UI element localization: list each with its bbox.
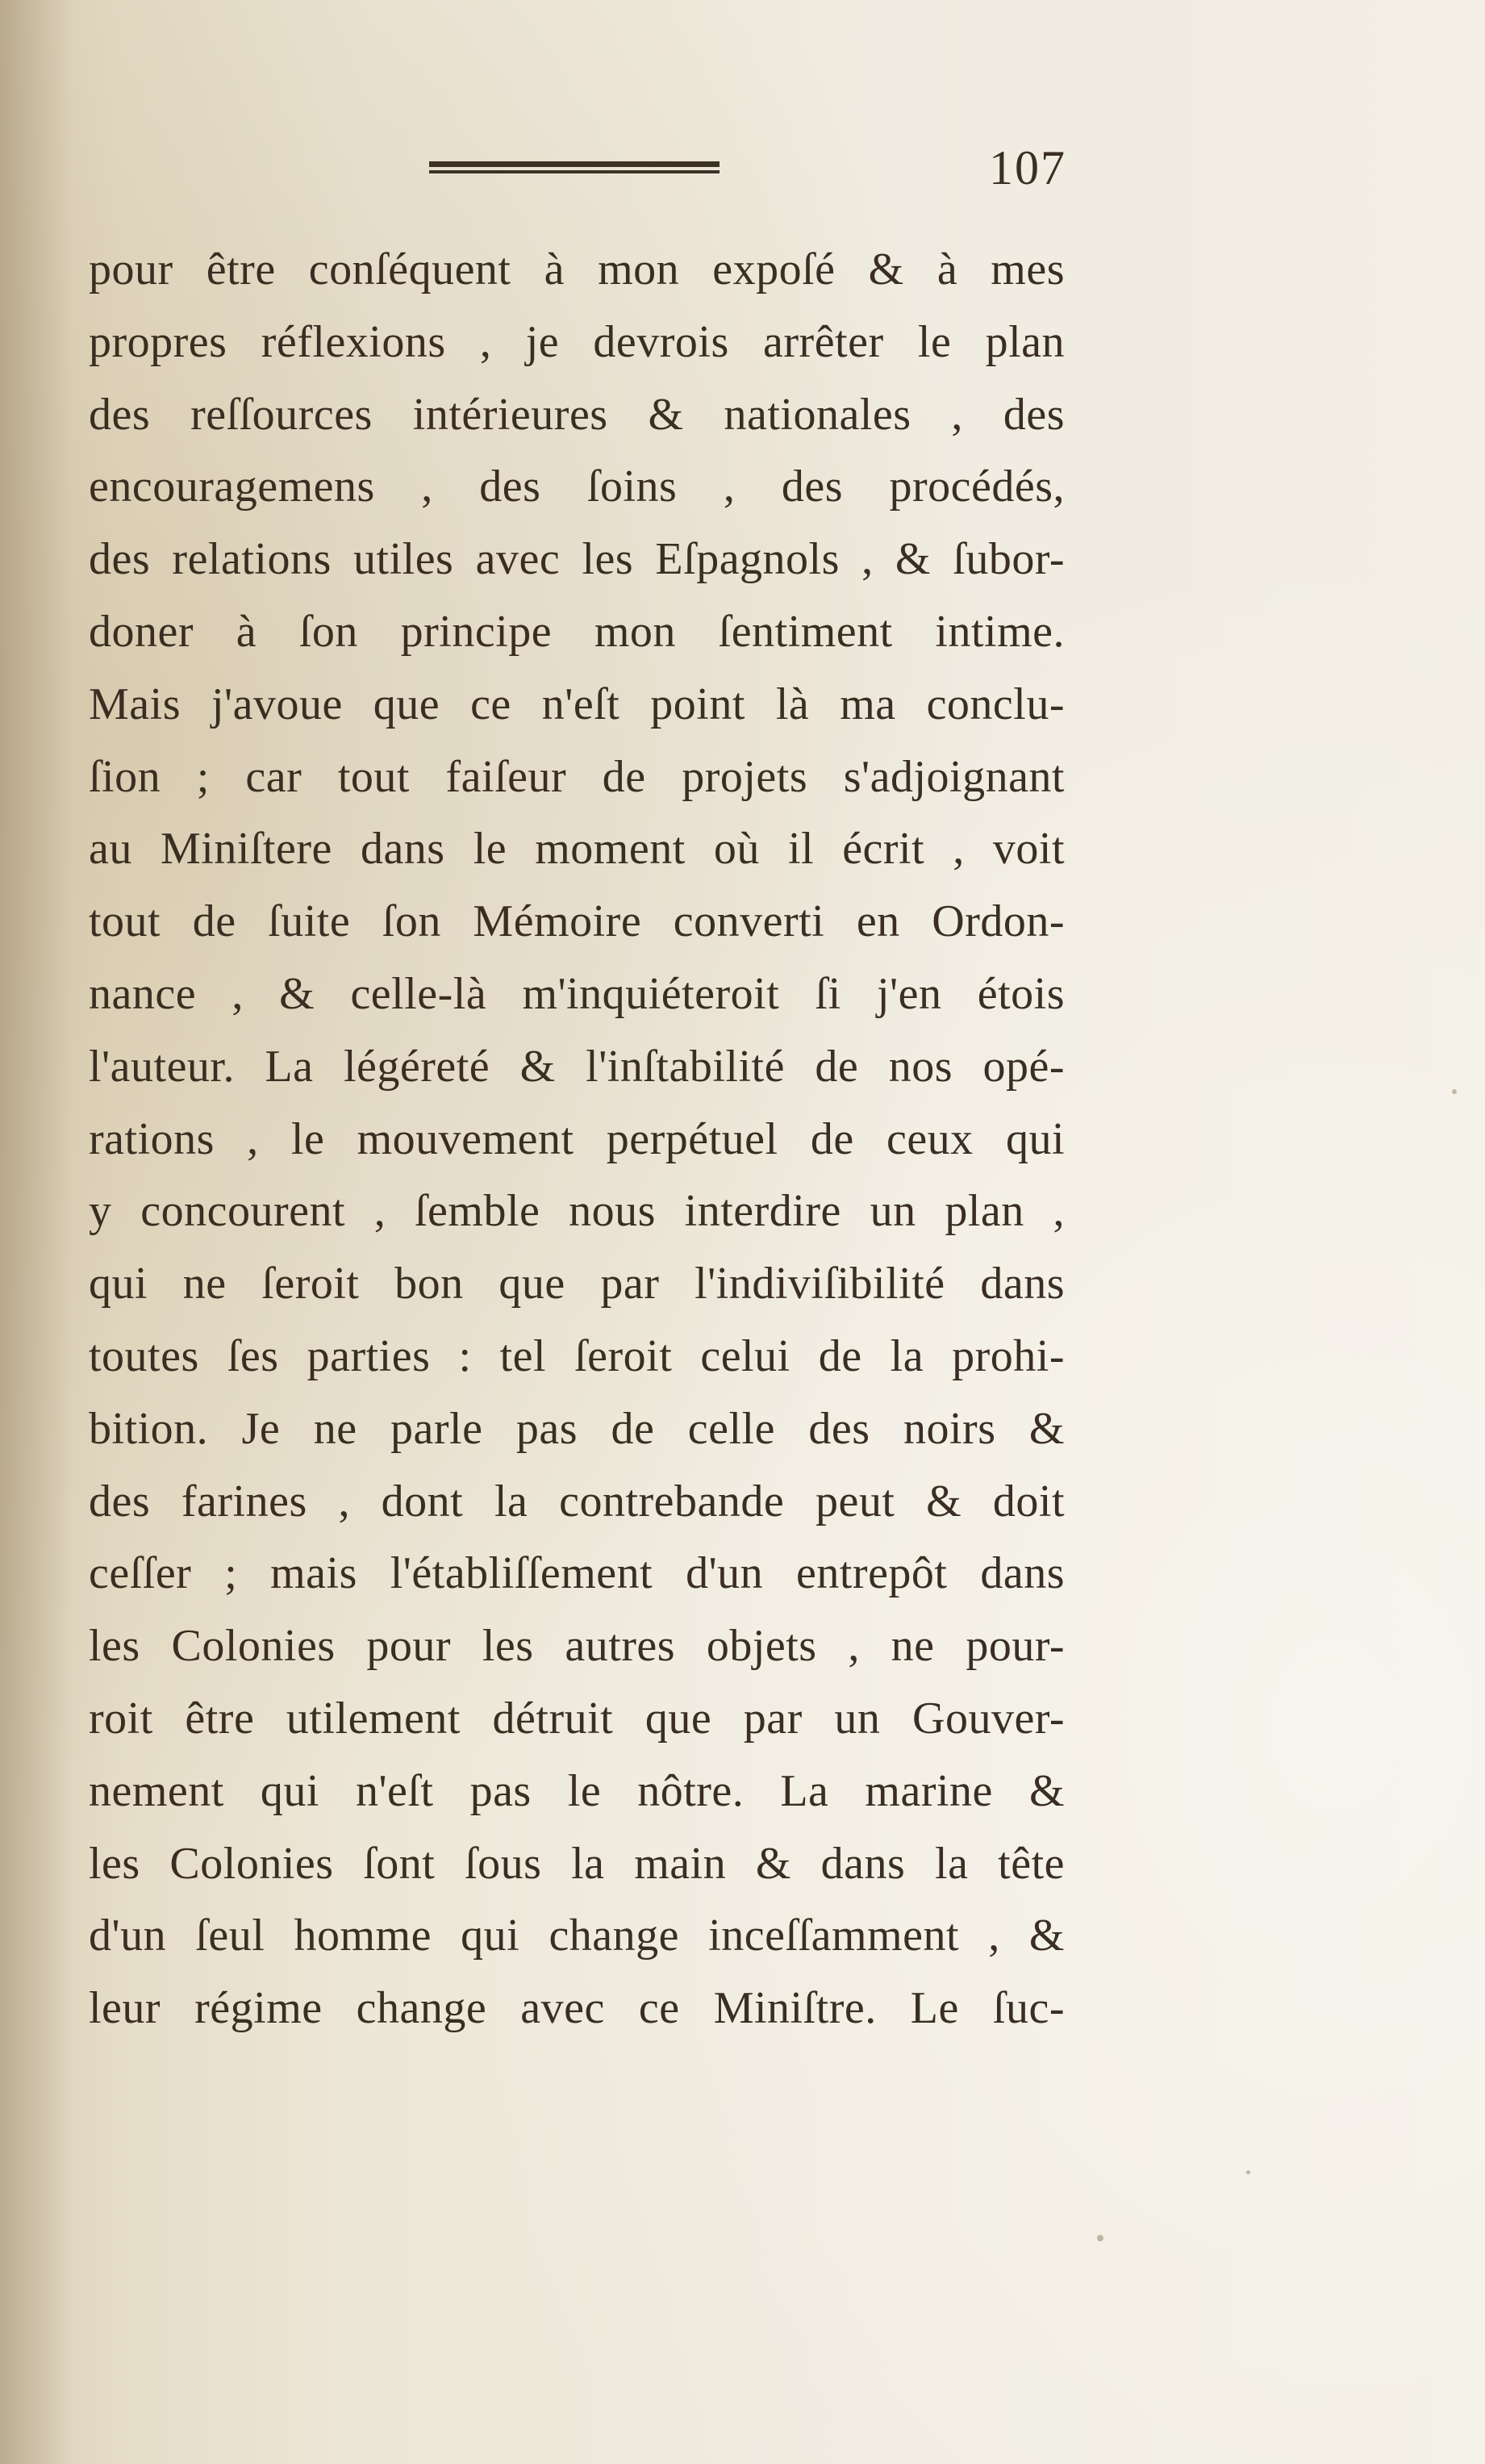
text-line: nement qui n'eſt pas le nôtre. La marine & [89,1765,1065,1816]
text-line: les Colonies ſont ſous la main & dans la tête [89,1838,1065,1889]
text-line: tout de ſuite ſon Mémoire converti en Ordon- [89,896,1065,947]
text-line: rations , le mouvement perpétuel de ceux qui [89,1113,1065,1164]
page-number: 107 [989,141,1066,194]
page-header [429,141,1066,208]
paper-speck [1452,1089,1457,1094]
paper-speck [1246,2170,1250,2174]
text-line: des reſſources intérieures & nationales , des [89,389,1065,440]
text-line: roit être utilement détruit que par un Gouver- [89,1693,1065,1744]
text-line: encouragemens , des ſoins , des procédés, [89,461,1065,512]
text-line: propres réflexions , je devrois arrêter le plan [89,316,1065,367]
spine-shadow [0,0,73,2464]
text-line: ſion ; car tout faiſeur de projets s'adjoignant [89,751,1065,802]
text-line: leur régime change avec ce Miniſtre. Le ſuc- [89,1983,1065,2034]
text-line: y concourent , ſemble nous interdire un plan , [89,1186,1065,1237]
text-line: toutes ſes parties : tel ſeroit celui de la prohi- [89,1330,1065,1381]
text-line: des relations utiles avec les Eſpagnols , & ſubor- [89,534,1065,585]
text-line: des farines , dont la contrebande peut & doit [89,1476,1065,1526]
header-rule-thin [429,170,720,173]
header-rule [429,161,720,176]
text-line: doner à ſon principe mon ſentiment intime. [89,606,1065,657]
text-line: ceſſer ; mais l'établiſſement d'un entrepôt dans [89,1548,1065,1599]
text-line: au Miniſtere dans le moment où il écrit , voit [89,824,1065,875]
text-line: bition. Je ne parle pas de celle des noirs & [89,1403,1065,1454]
text-line: d'un ſeul homme qui change inceſſamment , & [89,1911,1065,1961]
body-text [89,234,1065,2045]
text-line: pour être conſéquent à mon expoſé & à mes [89,244,1065,294]
text-line: les Colonies pour les autres objets , ne pour- [89,1621,1065,1672]
paper-speck [1097,2235,1103,2241]
text-line: qui ne ſeroit bon que par l'indiviſibilité dans [89,1259,1065,1309]
text-line: l'auteur. La légéreté & l'inſtabilité de nos opé- [89,1041,1065,1092]
text-line: Mais j'avoue que ce n'eſt point là ma conclu- [89,679,1065,729]
header-rule-thick [429,161,720,167]
text-line: nance , & celle-là m'inquiéteroit ſi j'en étois [89,968,1065,1019]
